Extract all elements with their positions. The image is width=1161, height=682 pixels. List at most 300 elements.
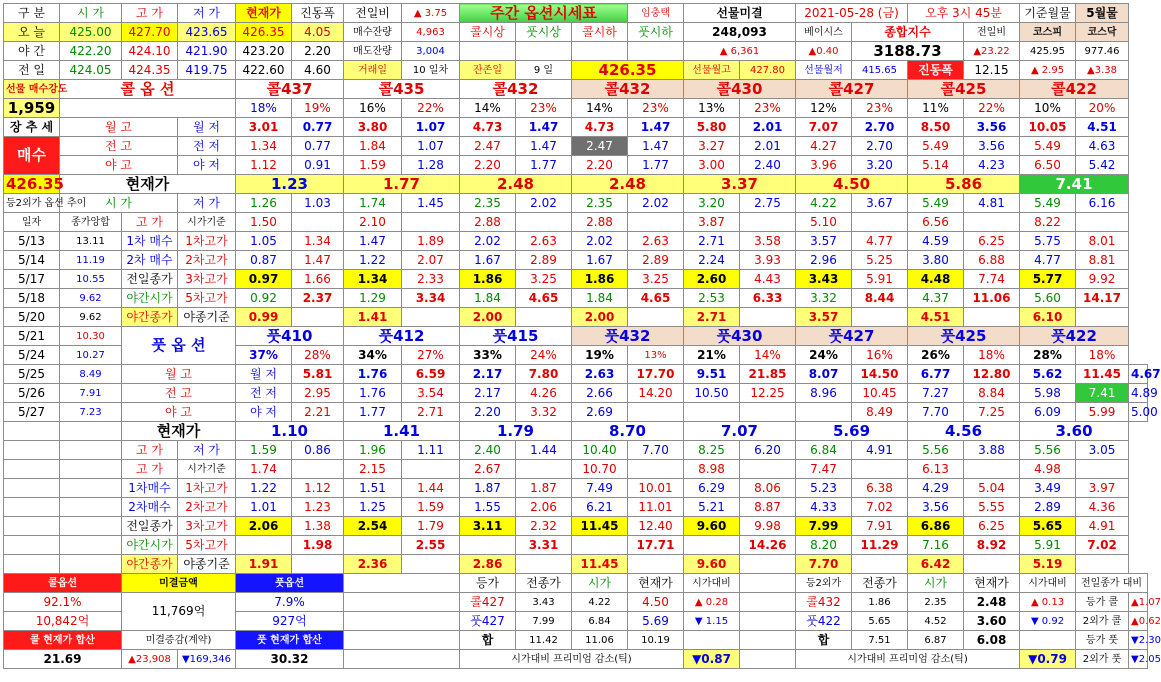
table-cell: 풋425: [908, 327, 1020, 346]
table-cell: [852, 460, 908, 479]
table-cell: 선물월고: [684, 61, 740, 80]
table-cell: 야종기준: [178, 555, 236, 574]
table-cell: 4.67: [1129, 365, 1148, 384]
table-cell: 3.01: [236, 118, 292, 137]
table-cell: 5.60: [1020, 289, 1076, 308]
table-cell: 1.84: [344, 137, 402, 156]
table-cell: 424.10: [122, 42, 178, 61]
table-cell: 14%: [460, 99, 516, 118]
table-cell: 4.77: [852, 232, 908, 251]
table-cell: 4.22: [572, 593, 628, 612]
table-cell: 4.89: [1129, 384, 1148, 403]
table-cell: 18%: [964, 346, 1020, 365]
table-cell: 11,769억: [122, 593, 236, 631]
table-cell: 7.9%: [236, 593, 344, 612]
table-cell: 6.25: [964, 232, 1020, 251]
table-cell: 5.75: [1020, 232, 1076, 251]
table-cell: 등2외가: [796, 574, 852, 593]
table-cell: 18%: [236, 99, 292, 118]
table-cell: 421.90: [178, 42, 236, 61]
table-cell: [4, 517, 60, 536]
table-cell: 3.43: [796, 270, 852, 289]
table-cell: 10.70: [572, 460, 628, 479]
table-cell: 6.56: [908, 213, 964, 232]
table-cell: 2.70: [852, 137, 908, 156]
table-cell: [4, 441, 60, 460]
table-cell: 2.20: [292, 42, 344, 61]
table-cell: 시가기준: [178, 460, 236, 479]
table-cell: 8.20: [796, 536, 852, 555]
table-cell: [516, 42, 572, 61]
table-cell: 6.25: [964, 517, 1020, 536]
table-cell: 종합지수: [852, 23, 964, 42]
table-cell: 1.41: [344, 308, 402, 327]
table-cell: 구 분: [4, 4, 60, 23]
table-cell: [628, 308, 684, 327]
table-cell: [740, 213, 796, 232]
table-cell: 등2외가 옵션 추이: [4, 194, 60, 213]
table-cell: [292, 213, 344, 232]
table-cell: 2차고가: [178, 498, 236, 517]
table-cell: [60, 498, 122, 517]
table-row: [4, 441, 1148, 460]
table-cell: 6.84: [796, 441, 852, 460]
table-cell: 1.01: [236, 498, 292, 517]
table-cell: 1.10: [236, 422, 344, 441]
table-cell: 풋옵션: [236, 574, 344, 593]
table-row: [4, 384, 1148, 403]
table-cell: 8.22: [1020, 213, 1076, 232]
table-cell: 7.70: [628, 441, 684, 460]
table-cell: 1.05: [236, 232, 292, 251]
table-cell: 1.34: [236, 137, 292, 156]
table-cell: 10.05: [1020, 118, 1076, 137]
table-cell: 2.55: [402, 536, 460, 555]
table-cell: 5.19: [1020, 555, 1076, 574]
table-cell: 전 일: [4, 61, 60, 80]
table-cell: 2.48: [572, 175, 684, 194]
table-cell: 24%: [796, 346, 852, 365]
table-cell: 6.21: [572, 498, 628, 517]
table-cell: 6.84: [572, 612, 628, 631]
table-cell: 1.77: [344, 403, 402, 422]
table-cell: 4.50: [796, 175, 908, 194]
table-cell: 2.63: [572, 365, 628, 384]
table-cell: 3188.73: [852, 42, 964, 61]
table-cell: [740, 631, 796, 650]
table-cell: 8.07: [796, 365, 852, 384]
table-cell: [1076, 308, 1129, 327]
table-cell: 20%: [1076, 99, 1129, 118]
table-cell: ▲1.07: [1129, 593, 1148, 612]
table-cell: 1.47: [516, 118, 572, 137]
table-cell: 10.50: [684, 384, 740, 403]
table-cell: [684, 536, 740, 555]
table-cell: 4.59: [908, 232, 964, 251]
table-cell: 1.77: [628, 156, 684, 175]
table-cell: 425.95: [1020, 42, 1076, 61]
table-cell: 24%: [516, 346, 572, 365]
table-cell: 1.67: [460, 251, 516, 270]
table-cell: 4.48: [908, 270, 964, 289]
table-cell: 7.70: [796, 555, 852, 574]
table-row: [4, 479, 1148, 498]
table-cell: 11.06: [964, 289, 1020, 308]
table-cell: 11.01: [628, 498, 684, 517]
table-cell: 4.98: [1020, 460, 1076, 479]
table-cell: 2.71: [684, 232, 740, 251]
table-cell: 콜425: [908, 80, 1020, 99]
table-cell: 오 늘: [4, 23, 60, 42]
table-row: [4, 270, 1148, 289]
table-cell: 전 저: [236, 384, 292, 403]
table-cell: 5.91: [852, 270, 908, 289]
table-cell: 풋412: [344, 327, 460, 346]
table-row: [4, 118, 1148, 137]
table-cell: 3.00: [684, 156, 740, 175]
table-cell: 8.50: [908, 118, 964, 137]
table-cell: 3차고가: [178, 270, 236, 289]
table-cell: 1.76: [344, 384, 402, 403]
table-cell: 7.07: [684, 422, 796, 441]
table-cell: 2.33: [402, 270, 460, 289]
table-cell: 7.51: [852, 631, 908, 650]
table-cell: 9.92: [1076, 270, 1129, 289]
table-cell: 고 가: [122, 460, 178, 479]
table-cell: 5.55: [964, 498, 1020, 517]
table-cell: 1.86: [572, 270, 628, 289]
table-cell: 426.35: [236, 23, 292, 42]
table-cell: 1.50: [236, 213, 292, 232]
table-cell: 현재가: [628, 574, 684, 593]
table-cell: ▲ 0.28: [684, 593, 740, 612]
table-cell: 7.91: [852, 517, 908, 536]
table-cell: 전 고: [122, 384, 236, 403]
table-cell: 2.35: [908, 593, 964, 612]
table-cell: 6.86: [908, 517, 964, 536]
table-cell: 12.80: [964, 365, 1020, 384]
table-cell: 1.26: [236, 194, 292, 213]
table-row: [4, 4, 1148, 23]
table-cell: 5/26: [4, 384, 60, 403]
table-cell: 월 저: [236, 365, 292, 384]
option-price-table: [3, 3, 1161, 669]
table-cell: 1.22: [344, 251, 402, 270]
table-cell: 4.63: [1076, 137, 1129, 156]
table-cell: 3,004: [402, 42, 460, 61]
table-row: [4, 232, 1148, 251]
table-cell: 5.86: [908, 175, 1020, 194]
table-cell: 6.10: [1020, 308, 1076, 327]
table-cell: 10.55: [60, 270, 122, 289]
table-cell: 4.22: [796, 194, 852, 213]
table-cell: 2외가 콜: [1076, 612, 1129, 631]
table-cell: [964, 555, 1020, 574]
table-cell: 6.20: [740, 441, 796, 460]
table-cell: 풋시하: [628, 23, 684, 42]
table-cell: 코스피: [1020, 23, 1076, 42]
table-cell: 16%: [344, 99, 402, 118]
table-cell: 2.35: [572, 194, 628, 213]
table-cell: 6.77: [908, 365, 964, 384]
table-cell: 33%: [460, 346, 516, 365]
table-cell: 전일비: [344, 4, 402, 23]
table-cell: 1.87: [460, 479, 516, 498]
table-cell: 3.80: [344, 118, 402, 137]
table-cell: 4.60: [292, 61, 344, 80]
table-cell: [740, 403, 796, 422]
table-cell: 풋422: [1020, 327, 1129, 346]
table-cell: 5/14: [4, 251, 60, 270]
table-cell: 3.20: [852, 156, 908, 175]
table-cell: 92.1%: [4, 593, 122, 612]
table-row: [4, 536, 1148, 555]
table-cell: 3.32: [516, 403, 572, 422]
table-cell: 야 고: [122, 403, 236, 422]
table-cell: 월 고: [60, 118, 178, 137]
table-cell: 매수잔량: [344, 23, 402, 42]
table-cell: 1.77: [344, 175, 460, 194]
table-cell: [572, 536, 628, 555]
table-cell: [4, 422, 60, 441]
table-cell: [516, 555, 572, 574]
table-cell: 5.21: [684, 498, 740, 517]
table-cell: 23%: [740, 99, 796, 118]
table-cell: [60, 422, 122, 441]
table-cell: 1차 매수: [122, 232, 178, 251]
table-cell: 927억: [236, 612, 344, 631]
table-cell: 풋422: [796, 612, 852, 631]
table-cell: 415.65: [852, 61, 908, 80]
table-cell: 7.47: [796, 460, 852, 479]
table-cell: 2.00: [460, 308, 516, 327]
table-cell: 5.99: [1076, 403, 1129, 422]
table-cell: 6.88: [964, 251, 1020, 270]
table-cell: 콜435: [344, 80, 460, 99]
table-cell: 9.51: [684, 365, 740, 384]
table-cell: 0.77: [292, 118, 344, 137]
table-cell: 2.71: [684, 308, 740, 327]
table-cell: 2.54: [344, 517, 402, 536]
table-cell: 3.96: [796, 156, 852, 175]
table-cell: 2.96: [796, 251, 852, 270]
table-cell: 2.06: [236, 517, 292, 536]
table-cell: 12%: [796, 99, 852, 118]
table-cell: 2.86: [460, 555, 516, 574]
table-cell: 2.17: [460, 384, 516, 403]
table-cell: [292, 555, 344, 574]
table-cell: [1076, 460, 1129, 479]
table-cell: 등가 풋: [1076, 631, 1129, 650]
table-cell: [4, 555, 60, 574]
table-cell: [684, 631, 740, 650]
table-cell: 5.62: [1020, 365, 1076, 384]
table-cell: 7.91: [60, 384, 122, 403]
table-cell: 콜시하: [572, 23, 628, 42]
table-cell: 2.20: [460, 156, 516, 175]
table-row: [4, 156, 1148, 175]
table-cell: 등가: [460, 574, 516, 593]
table-cell: 3.67: [852, 194, 908, 213]
table-cell: 4.37: [908, 289, 964, 308]
table-cell: 7.49: [572, 479, 628, 498]
table-cell: 427.70: [122, 23, 178, 42]
table-cell: 오후 3시 45분: [908, 4, 1020, 23]
table-cell: 7.23: [60, 403, 122, 422]
table-row: [4, 99, 1148, 118]
table-cell: 14.20: [628, 384, 684, 403]
table-cell: 콜432: [572, 80, 684, 99]
table-cell: [628, 555, 684, 574]
table-cell: 3.56: [908, 498, 964, 517]
table-cell: 2.53: [684, 289, 740, 308]
table-cell: 시가기준: [178, 213, 236, 232]
table-cell: 1.47: [516, 137, 572, 156]
table-cell: 4.91: [1076, 517, 1129, 536]
table-cell: [4, 460, 60, 479]
table-cell: 1.51: [344, 479, 402, 498]
table-cell: 고 가: [122, 213, 178, 232]
table-cell: 콜432: [460, 80, 572, 99]
table-cell: 1.07: [402, 137, 460, 156]
table-cell: [344, 650, 460, 669]
table-cell: 풋410: [236, 327, 344, 346]
table-cell: 7.02: [852, 498, 908, 517]
table-cell: 7.16: [908, 536, 964, 555]
table-cell: [344, 536, 402, 555]
table-cell: 진동폭: [908, 61, 964, 80]
table-cell: ▲3.38: [1076, 61, 1129, 80]
table-cell: 2.89: [516, 251, 572, 270]
table-cell: 3.93: [740, 251, 796, 270]
table-cell: 2.32: [516, 517, 572, 536]
table-cell: 4.91: [852, 441, 908, 460]
table-cell: [60, 517, 122, 536]
table-cell: 2.89: [1020, 498, 1076, 517]
table-cell: 248,093: [684, 23, 796, 42]
table-cell: 7.27: [908, 384, 964, 403]
table-cell: 4.81: [964, 194, 1020, 213]
table-cell: 1.12: [292, 479, 344, 498]
table-cell: 3.31: [516, 536, 572, 555]
table-cell: ▼169,346: [178, 650, 236, 669]
table-cell: 등가 콜: [1076, 593, 1129, 612]
table-cell: [402, 460, 460, 479]
table-cell: [740, 612, 796, 631]
table-cell: 1.47: [628, 137, 684, 156]
table-cell: 11.06: [572, 631, 628, 650]
table-cell: [60, 460, 122, 479]
table-cell: [4, 536, 60, 555]
table-cell: 0.91: [292, 156, 344, 175]
table-cell: 1차고가: [178, 232, 236, 251]
table-cell: 3.43: [516, 593, 572, 612]
table-cell: 0.86: [292, 441, 344, 460]
table-row: [4, 403, 1148, 422]
table-cell: 0.97: [236, 270, 292, 289]
table-cell: 6.87: [908, 631, 964, 650]
table-cell: [460, 536, 516, 555]
table-cell: 임충택: [628, 4, 684, 23]
table-cell: 5차고가: [178, 289, 236, 308]
table-cell: 3.11: [460, 517, 516, 536]
table-cell: 현재가: [122, 422, 236, 441]
table-cell: 전 고: [60, 137, 178, 156]
table-cell: 3.60: [964, 612, 1020, 631]
table-cell: 일자: [4, 213, 60, 232]
table-cell: [1076, 555, 1129, 574]
table-cell: 야간종가: [122, 555, 178, 574]
table-row: [4, 422, 1148, 441]
table-cell: 14%: [740, 346, 796, 365]
table-cell: [740, 650, 796, 669]
table-cell: 전 저: [178, 137, 236, 156]
table-cell: [628, 213, 684, 232]
table-cell: 매도잔량: [344, 42, 402, 61]
table-cell: 5/18: [4, 289, 60, 308]
table-cell: ▼2.30: [1129, 631, 1148, 650]
table-cell: 5.65: [852, 612, 908, 631]
table-cell: 2.00: [572, 308, 628, 327]
table-cell: 3.20: [684, 194, 740, 213]
table-cell: 2.20: [572, 156, 628, 175]
table-cell: 콜옵션: [4, 574, 122, 593]
table-cell: 9 일: [516, 61, 572, 80]
table-cell: 7.99: [796, 517, 852, 536]
table-cell: 3차고가: [178, 517, 236, 536]
table-cell: 7.99: [516, 612, 572, 631]
table-cell: 고 가: [122, 4, 178, 23]
table-cell: 풋 옵 션: [122, 327, 236, 365]
table-cell: 야 저: [236, 403, 292, 422]
table-cell: 1.12: [236, 156, 292, 175]
table-cell: 23%: [628, 99, 684, 118]
table-cell: 6.13: [908, 460, 964, 479]
table-cell: 콜422: [1020, 80, 1129, 99]
table-cell: 1.47: [344, 232, 402, 251]
table-cell: 10%: [1020, 99, 1076, 118]
table-cell: 3.54: [402, 384, 460, 403]
table-cell: 23%: [852, 99, 908, 118]
table-cell: 0.87: [236, 251, 292, 270]
table-cell: 9.60: [684, 555, 740, 574]
table-cell: 424.35: [122, 61, 178, 80]
table-cell: 3.34: [402, 289, 460, 308]
table-cell: 풋 현재가 합산: [236, 631, 344, 650]
table-cell: 6.29: [684, 479, 740, 498]
table-cell: 6.42: [908, 555, 964, 574]
table-cell: 7.02: [1076, 536, 1129, 555]
table-cell: 1.98: [292, 536, 344, 555]
table-cell: 4.51: [1076, 118, 1129, 137]
table-cell: 선물 매수강도: [4, 80, 60, 99]
table-cell: 전일비: [964, 23, 1020, 42]
table-cell: [740, 574, 796, 593]
table-cell: 11.45: [572, 517, 628, 536]
table-cell: [964, 460, 1020, 479]
table-cell: 1.44: [402, 479, 460, 498]
table-cell: 3.57: [796, 308, 852, 327]
table-cell: 5.25: [852, 251, 908, 270]
table-cell: 8.49: [60, 365, 122, 384]
table-cell: 7.74: [964, 270, 1020, 289]
table-cell: 풋427: [796, 327, 908, 346]
table-cell: 1차매수: [122, 479, 178, 498]
table-cell: 4.56: [908, 422, 1020, 441]
table-cell: 월 고: [122, 365, 236, 384]
table-cell: 14.26: [740, 536, 796, 555]
table-cell: 27%: [402, 346, 460, 365]
